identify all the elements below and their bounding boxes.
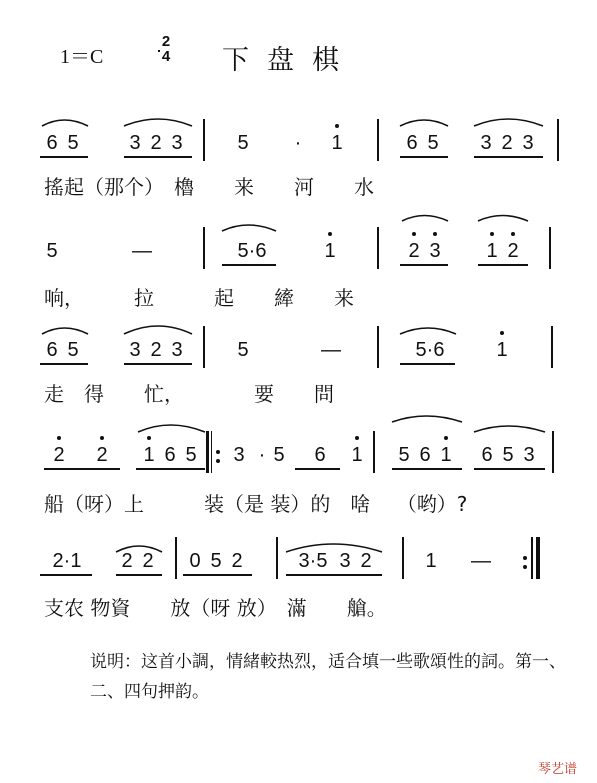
note: 2·1 <box>52 550 82 572</box>
note: 3 <box>523 444 535 466</box>
note: — <box>321 339 341 361</box>
slur <box>42 328 88 334</box>
note: 1 <box>143 444 155 466</box>
slur <box>474 119 543 126</box>
note: 5 <box>210 550 222 572</box>
note: 5 <box>237 132 249 154</box>
lyric-line: 支农 物資 放（呀 放） 滿 艙。 <box>44 596 387 620</box>
note: 5 <box>185 444 197 466</box>
lyric-line: 船（呀）上 装（是 装）的 啥 （哟）? <box>44 492 468 516</box>
note: — <box>132 240 152 262</box>
note: 1 <box>486 240 498 262</box>
note: 2 <box>507 240 519 262</box>
note: 3 <box>129 132 141 154</box>
key-signature: 1＝C <box>60 46 104 68</box>
note: 3 <box>171 339 183 361</box>
note: 3 <box>129 339 141 361</box>
note: 6 <box>46 339 58 361</box>
note: 2 <box>360 550 372 572</box>
slur <box>474 426 545 432</box>
note: 3 <box>171 132 183 154</box>
time-signature-top: 2 <box>161 33 171 50</box>
note: 2 <box>121 550 133 572</box>
note: 2 <box>231 550 243 572</box>
lyric-line: 响， 拉 起 縴 来 <box>44 286 354 310</box>
slur <box>124 119 192 126</box>
note: 2 <box>142 550 154 572</box>
note: 6 <box>481 444 493 466</box>
time-signature-bottom: 4 <box>161 48 171 65</box>
note: 5 <box>502 444 514 466</box>
note: 1 <box>324 240 336 262</box>
lyric-line: 走 得 忙， 要 問 <box>44 382 334 406</box>
note: 1 <box>440 444 452 466</box>
note: 6 <box>419 444 431 466</box>
note: — <box>471 550 491 572</box>
slur <box>402 216 448 222</box>
note: 5 <box>427 132 439 154</box>
slur <box>392 416 462 422</box>
song-title: 下盘棋 <box>222 45 357 76</box>
note: 2 <box>53 444 65 466</box>
note: · <box>258 444 266 466</box>
note: 5 <box>237 339 249 361</box>
slur <box>124 326 192 334</box>
note: 3·5 <box>298 550 328 572</box>
slur <box>286 544 382 552</box>
slur <box>400 120 448 126</box>
slur <box>400 328 456 334</box>
slur <box>138 425 205 432</box>
note: 2 <box>150 339 162 361</box>
lyric-line: 搖起（那个） 櫓 来 河 水 <box>44 175 374 199</box>
note: 6 <box>46 132 58 154</box>
note: 5 <box>398 444 410 466</box>
note: 5 <box>273 444 285 466</box>
note: 6 <box>314 444 326 466</box>
note: 2 <box>408 240 420 262</box>
note: 5 <box>67 339 79 361</box>
slur <box>116 546 162 552</box>
note: 3 <box>339 550 351 572</box>
slur <box>478 216 528 222</box>
explanatory-note: 说明：这首小調，情緒較热烈，适合填一些歌頌性的詞。第一、二、四句押韵。 <box>90 652 566 702</box>
note: 1 <box>425 550 437 572</box>
note: 3 <box>429 240 441 262</box>
note: 1 <box>331 132 343 154</box>
note: 2 <box>150 132 162 154</box>
slur <box>222 225 276 231</box>
note: 2 <box>96 444 108 466</box>
note: 3 <box>233 444 245 466</box>
note: 5 <box>67 132 79 154</box>
note: 2 <box>501 132 513 154</box>
slur <box>42 120 88 126</box>
note: 3 <box>522 132 534 154</box>
note: 5·6 <box>237 240 267 262</box>
note: 6 <box>406 132 418 154</box>
note: 1 <box>351 444 363 466</box>
note: 5·6 <box>415 339 445 361</box>
note: 0 <box>189 550 201 572</box>
note: 1 <box>496 339 508 361</box>
note: 3 <box>480 132 492 154</box>
note: 5 <box>46 240 58 262</box>
watermark: 琴艺谱 <box>538 762 578 777</box>
note: 6 <box>164 444 176 466</box>
note: · <box>294 132 302 154</box>
